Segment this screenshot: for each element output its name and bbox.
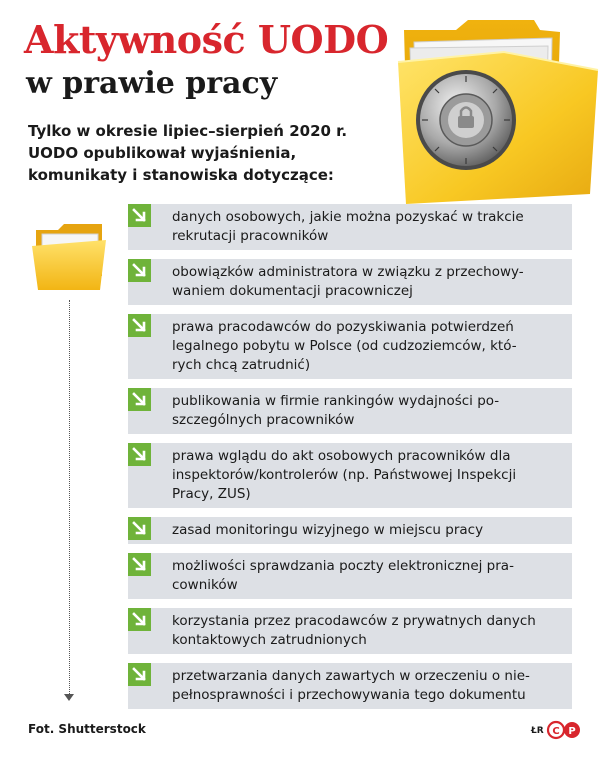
list-item-text [128,553,572,599]
list-item-line: danych osobowych, jakie można pozyskać w trakcie [172,209,524,225]
list-item-line: inspektorów/kontrolerów (np. Państwowej Inspekcji [172,467,517,483]
list-item [128,608,572,654]
arrow-down-right-icon [128,259,151,282]
intro-line: UODO opublikował wyjaśnienia, [28,144,297,162]
topics-list [128,204,572,718]
arrow-down-right-icon [128,663,151,686]
list-item [128,204,572,250]
list-item [128,553,572,599]
list-item-line: cowników [172,577,238,593]
page-subtitle: w prawie pracy [26,66,278,101]
list-item-line: przetwarzania danych zawartych w orzeczeniu o nie- [172,668,530,684]
arrow-down-right-icon [128,443,151,466]
folder-icon [30,216,110,294]
list-item-line: prawa wglądu do akt osobowych pracowników dla [172,448,511,464]
list-item-line: obowiązków administratora w związku z przechowy- [172,264,524,280]
list-item-text [128,388,572,434]
list-item-line: Pracy, ZUS) [172,486,251,502]
list-item-text [128,608,572,654]
list-item [128,517,572,544]
arrow-down-right-icon [128,388,151,411]
page-title: Aktywność UODO [24,17,389,62]
arrow-down-right-icon [128,553,151,576]
list-item-line: szczególnych pracowników [172,412,355,428]
list-item [128,388,572,434]
folder-with-combination-lock-icon [384,8,604,204]
arrow-down-right-icon [128,204,151,227]
list-item-text [128,443,572,508]
list-item [128,663,572,709]
arrow-down-right-icon [128,314,151,337]
photo-credit: Fot. Shutterstock [28,722,146,736]
list-item-text [128,663,572,709]
timeline-arrow-icon [64,694,74,701]
list-item [128,314,572,379]
list-item-line: możliwości sprawdzania poczty elektronicznej pra- [172,558,514,574]
list-item-line: pełnosprawności i przechowywania tego dokumentu [172,687,526,703]
list-item-line: legalnego pobytu w Polsce (od cudzoziemców, któ- [172,338,517,354]
intro-text [28,120,388,186]
list-item-text [128,314,572,379]
list-item [128,259,572,305]
list-item-line: prawa pracodawców do pozyskiwania potwierdzeń [172,319,514,335]
list-item-line: zasad monitoringu wizyjnego w miejscu pracy [172,522,484,538]
timeline-line [69,300,70,696]
list-item-text [128,517,572,544]
list-item-line: rych chcą zatrudnić) [172,357,311,373]
list-item [128,443,572,508]
intro-line: komunikaty i stanowiska dotyczące: [28,166,334,184]
list-item-line: kontaktowych zatrudnionych [172,632,367,648]
list-item-line: publikowania w firmie rankingów wydajności po- [172,393,500,409]
cp-logo-icon [546,720,586,740]
list-item-text [128,204,572,250]
arrow-down-right-icon [128,608,151,631]
list-item-line: rekrutacji pracowników [172,228,329,244]
svg-text:P: P [568,726,576,737]
intro-line: Tylko w okresie lipiec–sierpień 2020 r. [28,122,348,140]
svg-text:C: C [552,726,560,737]
author-initials: ŁR [531,726,544,736]
list-item-line: waniem dokumentacji pracowniczej [172,283,413,299]
list-item-text [128,259,572,305]
arrow-down-right-icon [128,517,151,540]
list-item-line: korzystania przez pracodawców z prywatnych danych [172,613,536,629]
